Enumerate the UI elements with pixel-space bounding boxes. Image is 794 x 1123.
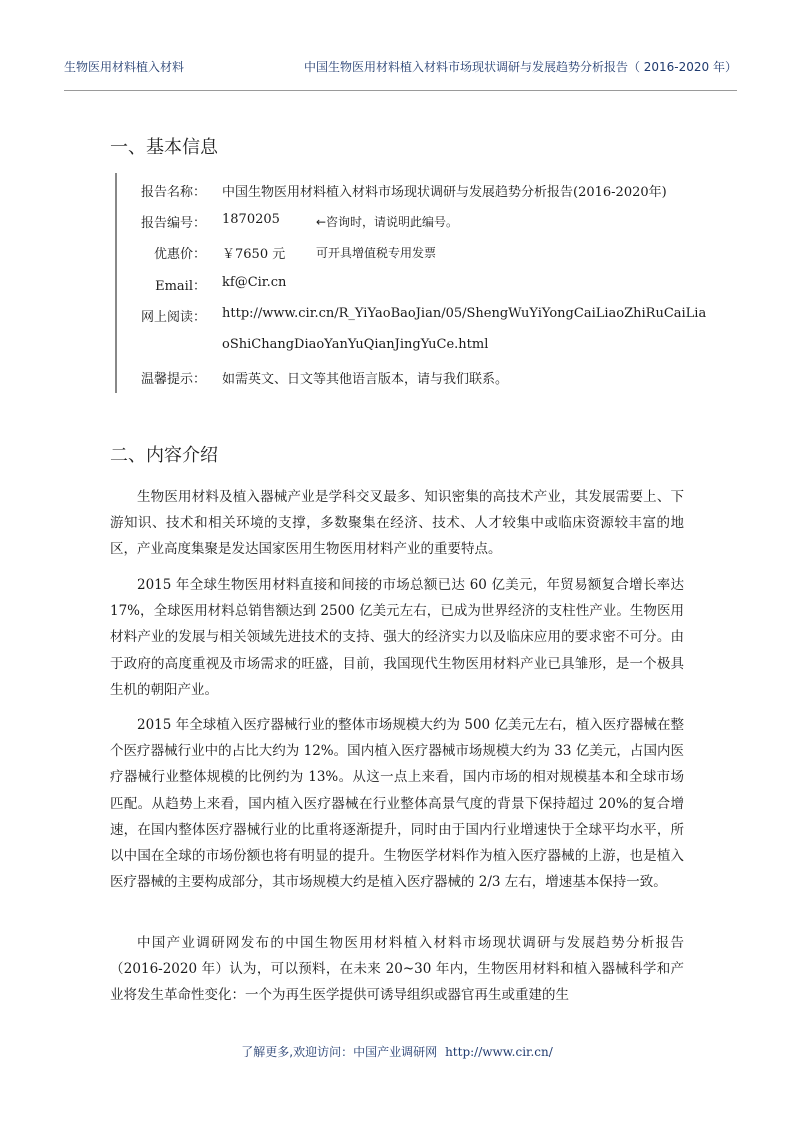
page-footer: [0, 1043, 794, 1060]
header-left-title: 生物医用材料植入材料: [64, 60, 185, 74]
price-value: ￥7650 元: [222, 247, 286, 262]
email-link[interactable]: kf@Cir.cn: [222, 275, 287, 290]
email-label: Email：: [155, 279, 206, 294]
content-paragraph-4: 中国产业调研网发布的中国生物医用材料植入材料市场现状调研与发展趋势分析报告（2016-2020 年）认为，可以预料，在未来 20~30 年内，生物医用材料和植入器械科学和产业将发生革命性变化：一个为再生医学提供可诱导组织或器官再生或重建的生: [110, 935, 684, 1004]
content-paragraph-1: 生物医用材料及植入器械产业是学科交叉最多、知识密集的高技术产业，其发展需要上、下游知识、技术和相关环境的支撑，多数聚集在经济、技术、人才较集中或临床资源较丰富的地区，产业高度集聚是发达国家医用生物医用材料产业的重要特点。: [110, 489, 684, 558]
price-note: 可开具增值税专用发票: [316, 246, 437, 260]
report-no-note: ←咨询时，请说明此编号。: [316, 215, 459, 229]
report-name-label: 报告名称：: [140, 185, 206, 200]
tip-value: 如需英文、日文等其他语言版本，请与我们联系。: [222, 372, 509, 387]
page-header: [64, 56, 737, 76]
header-report-title: 中国生物医用材料植入材料市场现状调研与发展趋势分析报告（ 2016-2020 年）: [303, 60, 737, 74]
section-title-basic-info: 一、基本信息: [110, 137, 218, 158]
price-label: 优惠价：: [153, 247, 206, 262]
url-link-line1[interactable]: http://www.cir.cn/R_YiYaoBaoJian/05/ShengWuYiYongCaiLiaoZhiRuCaiLia: [222, 306, 707, 321]
report-no-value: 1870205: [222, 212, 280, 227]
header-divider: [64, 90, 737, 91]
content-paragraph-2: 2015 年全球生物医用材料直接和间接的市场总额已达 60 亿美元，年贸易额复合增长率达 17%，全球医用材料总销售额达到 2500 亿美元左右，已成为世界经济的支柱性产业。生物医用材料产业的发展与相关领域先进技术的支持、强大的经济实力以及临床应用的要求密不可分。由于政府的高度重视及市场需求的旺盛，目前，我国现代生物医用材料产业已具雏形，是一个极具生机的朝阳产业。: [110, 577, 684, 698]
url-label: 网上阅读：: [140, 310, 206, 325]
report-name-value: 中国生物医用材料植入材料市场现状调研与发展趋势分析报告(2016-2020年): [222, 185, 667, 200]
tip-label: 温馨提示：: [140, 372, 206, 387]
content-paragraph-3: 2015 年全球植入医疗器械行业的整体市场规模大约为 500 亿美元左右，植入医疗器械在整个医疗器械行业中的占比大约为 12%。国内植入医疗器械市场规模大约为 33 亿美元，占国内医疗器械行业整体规模的比例约为 13%。从这一点上来看，国内市场的相对规模基本和全球市场匹配。从趋势上来看，国内植入医疗器械在行业整体高景气度的背景下保持超过 20%的复合增速，在国内整体医疗器械行业的比重将逐渐提升，同时由于国内行业增速快于全球平均水平，所以中国在全球的市场份额也将有明显的提升。生物医学材料作为植入医疗器械的上游，也是植入医疗器械的主要构成部分，其市场规模大约是植入医疗器械的 2/3 左右，增速基本保持一致。: [110, 717, 684, 891]
basic-info-block: [115, 173, 717, 393]
footer-text: 了解更多,欢迎访问：中国产业调研网: [241, 1045, 438, 1059]
url-link-line2[interactable]: oShiChangDiaoYanYuQianJingYuCe.html: [222, 337, 489, 352]
section-title-content-intro: 二、内容介绍: [110, 445, 218, 466]
report-no-label: 报告编号：: [140, 216, 206, 231]
footer-url-link[interactable]: http://www.cir.cn/: [445, 1045, 553, 1059]
